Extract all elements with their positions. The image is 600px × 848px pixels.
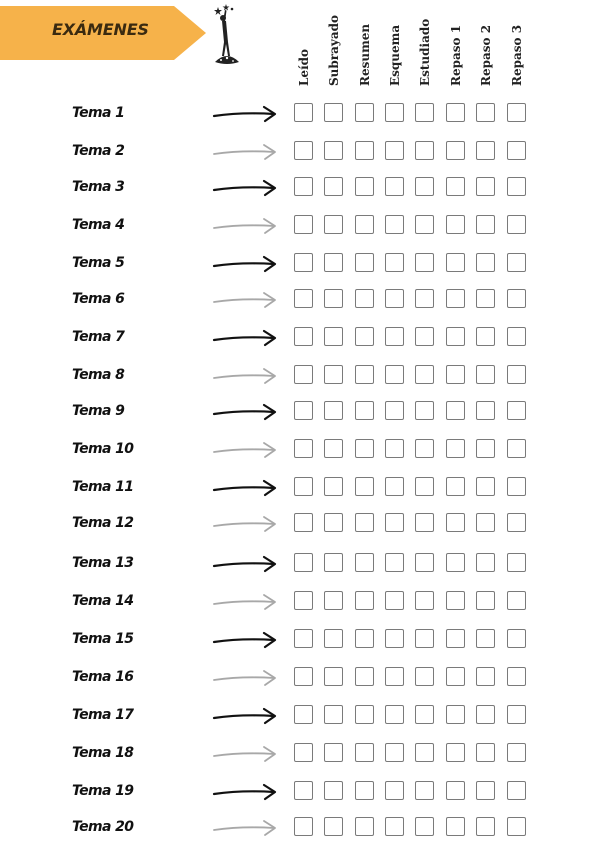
checkbox[interactable] — [385, 667, 404, 686]
arrow-right-icon — [212, 668, 280, 688]
row-label: Tema 9 — [72, 403, 125, 419]
checkbox[interactable] — [294, 591, 313, 610]
row-label: Tema 6 — [72, 291, 125, 307]
table-row — [0, 288, 600, 312]
row-label: Tema 18 — [72, 745, 134, 761]
checkbox[interactable] — [294, 439, 313, 458]
column-header-label: Repaso 1 — [449, 24, 463, 86]
checkbox[interactable] — [415, 743, 434, 762]
checkbox[interactable] — [507, 667, 526, 686]
checkbox[interactable] — [415, 553, 434, 572]
checkbox[interactable] — [355, 215, 374, 234]
column-header — [355, 14, 377, 86]
table-row — [0, 590, 600, 614]
checkbox[interactable] — [294, 327, 313, 346]
checkbox[interactable] — [385, 439, 404, 458]
checkbox[interactable] — [476, 439, 495, 458]
checkbox[interactable] — [355, 141, 374, 160]
checkbox[interactable] — [415, 103, 434, 122]
checkbox[interactable] — [385, 327, 404, 346]
checkbox[interactable] — [476, 177, 495, 196]
checkbox[interactable] — [385, 817, 404, 836]
checkbox[interactable] — [476, 215, 495, 234]
checkbox[interactable] — [507, 253, 526, 272]
checkbox[interactable] — [324, 667, 343, 686]
table-row — [0, 628, 600, 652]
column-header-label: Repaso 2 — [479, 24, 493, 86]
column-header — [507, 14, 529, 86]
checkbox[interactable] — [446, 439, 465, 458]
arrow-right-icon — [212, 178, 280, 198]
checkbox[interactable] — [294, 401, 313, 420]
checkbox[interactable] — [324, 177, 343, 196]
row-label: Tema 7 — [72, 329, 125, 345]
checkbox[interactable] — [324, 629, 343, 648]
checkbox[interactable] — [507, 215, 526, 234]
checkbox[interactable] — [324, 365, 343, 384]
checkbox[interactable] — [446, 253, 465, 272]
checkbox[interactable] — [507, 705, 526, 724]
checkbox[interactable] — [415, 141, 434, 160]
checkbox[interactable] — [355, 365, 374, 384]
checkbox[interactable] — [446, 477, 465, 496]
checkbox[interactable] — [355, 591, 374, 610]
table-row — [0, 438, 600, 462]
row-label: Tema 3 — [72, 179, 125, 195]
checkbox[interactable] — [355, 289, 374, 308]
checkbox[interactable] — [507, 553, 526, 572]
checkbox[interactable] — [385, 513, 404, 532]
checkbox[interactable] — [294, 215, 313, 234]
row-label: Tema 14 — [72, 593, 134, 609]
table-row — [0, 102, 600, 126]
checkbox[interactable] — [507, 401, 526, 420]
table-row — [0, 140, 600, 164]
checkbox[interactable] — [446, 781, 465, 800]
checkbox[interactable] — [324, 439, 343, 458]
checkbox[interactable] — [385, 103, 404, 122]
checkbox[interactable] — [476, 553, 495, 572]
checkbox[interactable] — [476, 477, 495, 496]
checkbox[interactable] — [476, 327, 495, 346]
arrow-right-icon — [212, 254, 280, 274]
checkbox[interactable] — [294, 103, 313, 122]
arrow-right-icon — [212, 478, 280, 498]
checkbox[interactable] — [507, 513, 526, 532]
arrow-right-icon — [212, 290, 280, 310]
checkbox[interactable] — [415, 667, 434, 686]
checkbox[interactable] — [476, 629, 495, 648]
checkbox[interactable] — [324, 103, 343, 122]
checkbox[interactable] — [507, 743, 526, 762]
checkbox[interactable] — [294, 781, 313, 800]
arrow-right-icon — [212, 630, 280, 650]
table-row — [0, 742, 600, 766]
checkbox[interactable] — [415, 817, 434, 836]
table-row — [0, 326, 600, 350]
checkbox[interactable] — [355, 401, 374, 420]
checkbox[interactable] — [355, 439, 374, 458]
checkbox[interactable] — [446, 513, 465, 532]
checkbox[interactable] — [355, 553, 374, 572]
checkbox[interactable] — [476, 253, 495, 272]
table-row — [0, 364, 600, 388]
column-header-label: Esquema — [388, 24, 402, 86]
checkbox[interactable] — [507, 327, 526, 346]
column-header — [294, 14, 316, 86]
column-header-label: Resumen — [358, 23, 372, 86]
checkbox[interactable] — [294, 253, 313, 272]
row-label: Tema 1 — [72, 105, 125, 121]
table-row — [0, 214, 600, 238]
checkbox[interactable] — [355, 817, 374, 836]
checkbox[interactable] — [415, 705, 434, 724]
row-label: Tema 4 — [72, 217, 125, 233]
checkbox[interactable] — [385, 289, 404, 308]
checkbox[interactable] — [415, 477, 434, 496]
checkbox[interactable] — [415, 327, 434, 346]
row-label: Tema 17 — [72, 707, 134, 723]
checkbox[interactable] — [507, 629, 526, 648]
checkbox[interactable] — [446, 289, 465, 308]
checkbox[interactable] — [294, 629, 313, 648]
checkbox[interactable] — [476, 743, 495, 762]
checkbox[interactable] — [385, 141, 404, 160]
column-header-label: Subrayado — [327, 14, 341, 86]
checkbox[interactable] — [446, 103, 465, 122]
checkbox[interactable] — [415, 177, 434, 196]
row-label: Tema 11 — [72, 479, 134, 495]
checkbox[interactable] — [324, 401, 343, 420]
checkbox[interactable] — [355, 477, 374, 496]
row-label: Tema 19 — [72, 783, 134, 799]
column-header — [385, 14, 407, 86]
checkbox[interactable] — [415, 781, 434, 800]
checkbox[interactable] — [415, 439, 434, 458]
checkbox[interactable] — [415, 289, 434, 308]
page-title: EXÁMENES — [52, 20, 149, 39]
checkbox[interactable] — [294, 477, 313, 496]
checkbox[interactable] — [507, 177, 526, 196]
checkbox[interactable] — [446, 401, 465, 420]
checkbox[interactable] — [355, 177, 374, 196]
checkbox[interactable] — [355, 327, 374, 346]
checkbox[interactable] — [507, 141, 526, 160]
checkbox[interactable] — [294, 141, 313, 160]
checkbox[interactable] — [294, 513, 313, 532]
checkbox[interactable] — [446, 629, 465, 648]
row-label: Tema 12 — [72, 515, 134, 531]
checkbox[interactable] — [415, 591, 434, 610]
row-label: Tema 5 — [72, 255, 125, 271]
checkbox[interactable] — [324, 141, 343, 160]
checkbox[interactable] — [507, 591, 526, 610]
checkbox[interactable] — [446, 817, 465, 836]
checkbox[interactable] — [476, 289, 495, 308]
checkbox[interactable] — [446, 667, 465, 686]
checkbox[interactable] — [355, 743, 374, 762]
table-row — [0, 176, 600, 200]
arrow-right-icon — [212, 744, 280, 764]
checkbox[interactable] — [385, 215, 404, 234]
checkbox[interactable] — [355, 513, 374, 532]
checkbox[interactable] — [385, 477, 404, 496]
checkbox[interactable] — [446, 327, 465, 346]
table-row — [0, 252, 600, 276]
checkbox[interactable] — [294, 817, 313, 836]
checkbox[interactable] — [324, 253, 343, 272]
arrow-right-icon — [212, 104, 280, 124]
row-label: Tema 2 — [72, 143, 125, 159]
arrow-right-icon — [212, 514, 280, 534]
checkbox[interactable] — [446, 705, 465, 724]
arrow-right-icon — [212, 818, 280, 838]
column-header-label: Repaso 3 — [510, 24, 524, 86]
row-label: Tema 20 — [72, 819, 134, 835]
checkbox[interactable] — [355, 705, 374, 724]
checkbox[interactable] — [324, 289, 343, 308]
table-row — [0, 512, 600, 536]
table-row — [0, 780, 600, 804]
checkbox[interactable] — [476, 141, 495, 160]
checkbox[interactable] — [385, 743, 404, 762]
checkbox[interactable] — [385, 591, 404, 610]
checkbox[interactable] — [294, 365, 313, 384]
checkbox[interactable] — [476, 591, 495, 610]
checkbox[interactable] — [324, 743, 343, 762]
table-row — [0, 704, 600, 728]
checkbox[interactable] — [446, 215, 465, 234]
checkbox[interactable] — [476, 705, 495, 724]
checkbox[interactable] — [476, 781, 495, 800]
column-header-label: Leído — [297, 48, 311, 86]
checkbox[interactable] — [355, 629, 374, 648]
checkbox[interactable] — [446, 553, 465, 572]
row-label: Tema 8 — [72, 367, 125, 383]
arrow-right-icon — [212, 402, 280, 422]
checkbox[interactable] — [385, 705, 404, 724]
table-row — [0, 476, 600, 500]
checkbox[interactable] — [507, 289, 526, 308]
checkbox[interactable] — [385, 781, 404, 800]
checkbox[interactable] — [385, 629, 404, 648]
arrow-right-icon — [212, 440, 280, 460]
row-label: Tema 16 — [72, 669, 134, 685]
checkbox[interactable] — [294, 705, 313, 724]
checkbox[interactable] — [324, 817, 343, 836]
checkbox[interactable] — [324, 553, 343, 572]
checkbox[interactable] — [476, 817, 495, 836]
checkbox[interactable] — [324, 513, 343, 532]
column-header-label: Estudiado — [418, 18, 432, 86]
checkbox[interactable] — [476, 513, 495, 532]
arrow-right-icon — [212, 592, 280, 612]
checkbox[interactable] — [415, 215, 434, 234]
table-row — [0, 816, 600, 840]
checkbox[interactable] — [507, 477, 526, 496]
checkbox[interactable] — [507, 781, 526, 800]
checkbox[interactable] — [446, 365, 465, 384]
arrow-right-icon — [212, 782, 280, 802]
checkbox[interactable] — [324, 477, 343, 496]
checkbox[interactable] — [294, 743, 313, 762]
arrow-right-icon — [212, 328, 280, 348]
checkbox[interactable] — [324, 705, 343, 724]
row-label: Tema 10 — [72, 441, 134, 457]
checkbox[interactable] — [294, 289, 313, 308]
column-header — [446, 14, 468, 86]
checkbox[interactable] — [446, 591, 465, 610]
checkbox[interactable] — [385, 553, 404, 572]
checkbox[interactable] — [294, 177, 313, 196]
checkbox[interactable] — [507, 817, 526, 836]
table-row — [0, 666, 600, 690]
checkbox[interactable] — [446, 743, 465, 762]
checkbox[interactable] — [415, 513, 434, 532]
checkbox[interactable] — [385, 365, 404, 384]
checkbox[interactable] — [324, 591, 343, 610]
checkbox[interactable] — [385, 177, 404, 196]
checkbox[interactable] — [446, 177, 465, 196]
checkbox[interactable] — [415, 629, 434, 648]
arrow-right-icon — [212, 142, 280, 162]
column-header — [476, 14, 498, 86]
checkbox[interactable] — [355, 253, 374, 272]
checkbox[interactable] — [324, 781, 343, 800]
checkbox[interactable] — [415, 365, 434, 384]
checkbox[interactable] — [446, 141, 465, 160]
column-header — [324, 14, 346, 86]
table-row — [0, 552, 600, 576]
arrow-right-icon — [212, 706, 280, 726]
checkbox[interactable] — [476, 401, 495, 420]
checkbox[interactable] — [507, 365, 526, 384]
arrow-right-icon — [212, 366, 280, 386]
person-reaching-stars-icon — [212, 4, 242, 76]
checkbox[interactable] — [324, 215, 343, 234]
row-label: Tema 13 — [72, 555, 134, 571]
checkbox[interactable] — [355, 781, 374, 800]
row-label: Tema 15 — [72, 631, 134, 647]
checkbox[interactable] — [294, 667, 313, 686]
arrow-right-icon — [212, 216, 280, 236]
checkbox[interactable] — [507, 439, 526, 458]
column-header — [415, 14, 437, 86]
checkbox[interactable] — [324, 327, 343, 346]
checkbox[interactable] — [476, 103, 495, 122]
checkbox[interactable] — [415, 401, 434, 420]
checkbox[interactable] — [476, 667, 495, 686]
checkbox[interactable] — [355, 103, 374, 122]
table-row — [0, 400, 600, 424]
checkbox[interactable] — [385, 401, 404, 420]
arrow-right-icon — [212, 554, 280, 574]
checkbox[interactable] — [385, 253, 404, 272]
checkbox[interactable] — [294, 553, 313, 572]
checkbox[interactable] — [355, 667, 374, 686]
checkbox[interactable] — [415, 253, 434, 272]
checkbox[interactable] — [507, 103, 526, 122]
checkbox[interactable] — [476, 365, 495, 384]
